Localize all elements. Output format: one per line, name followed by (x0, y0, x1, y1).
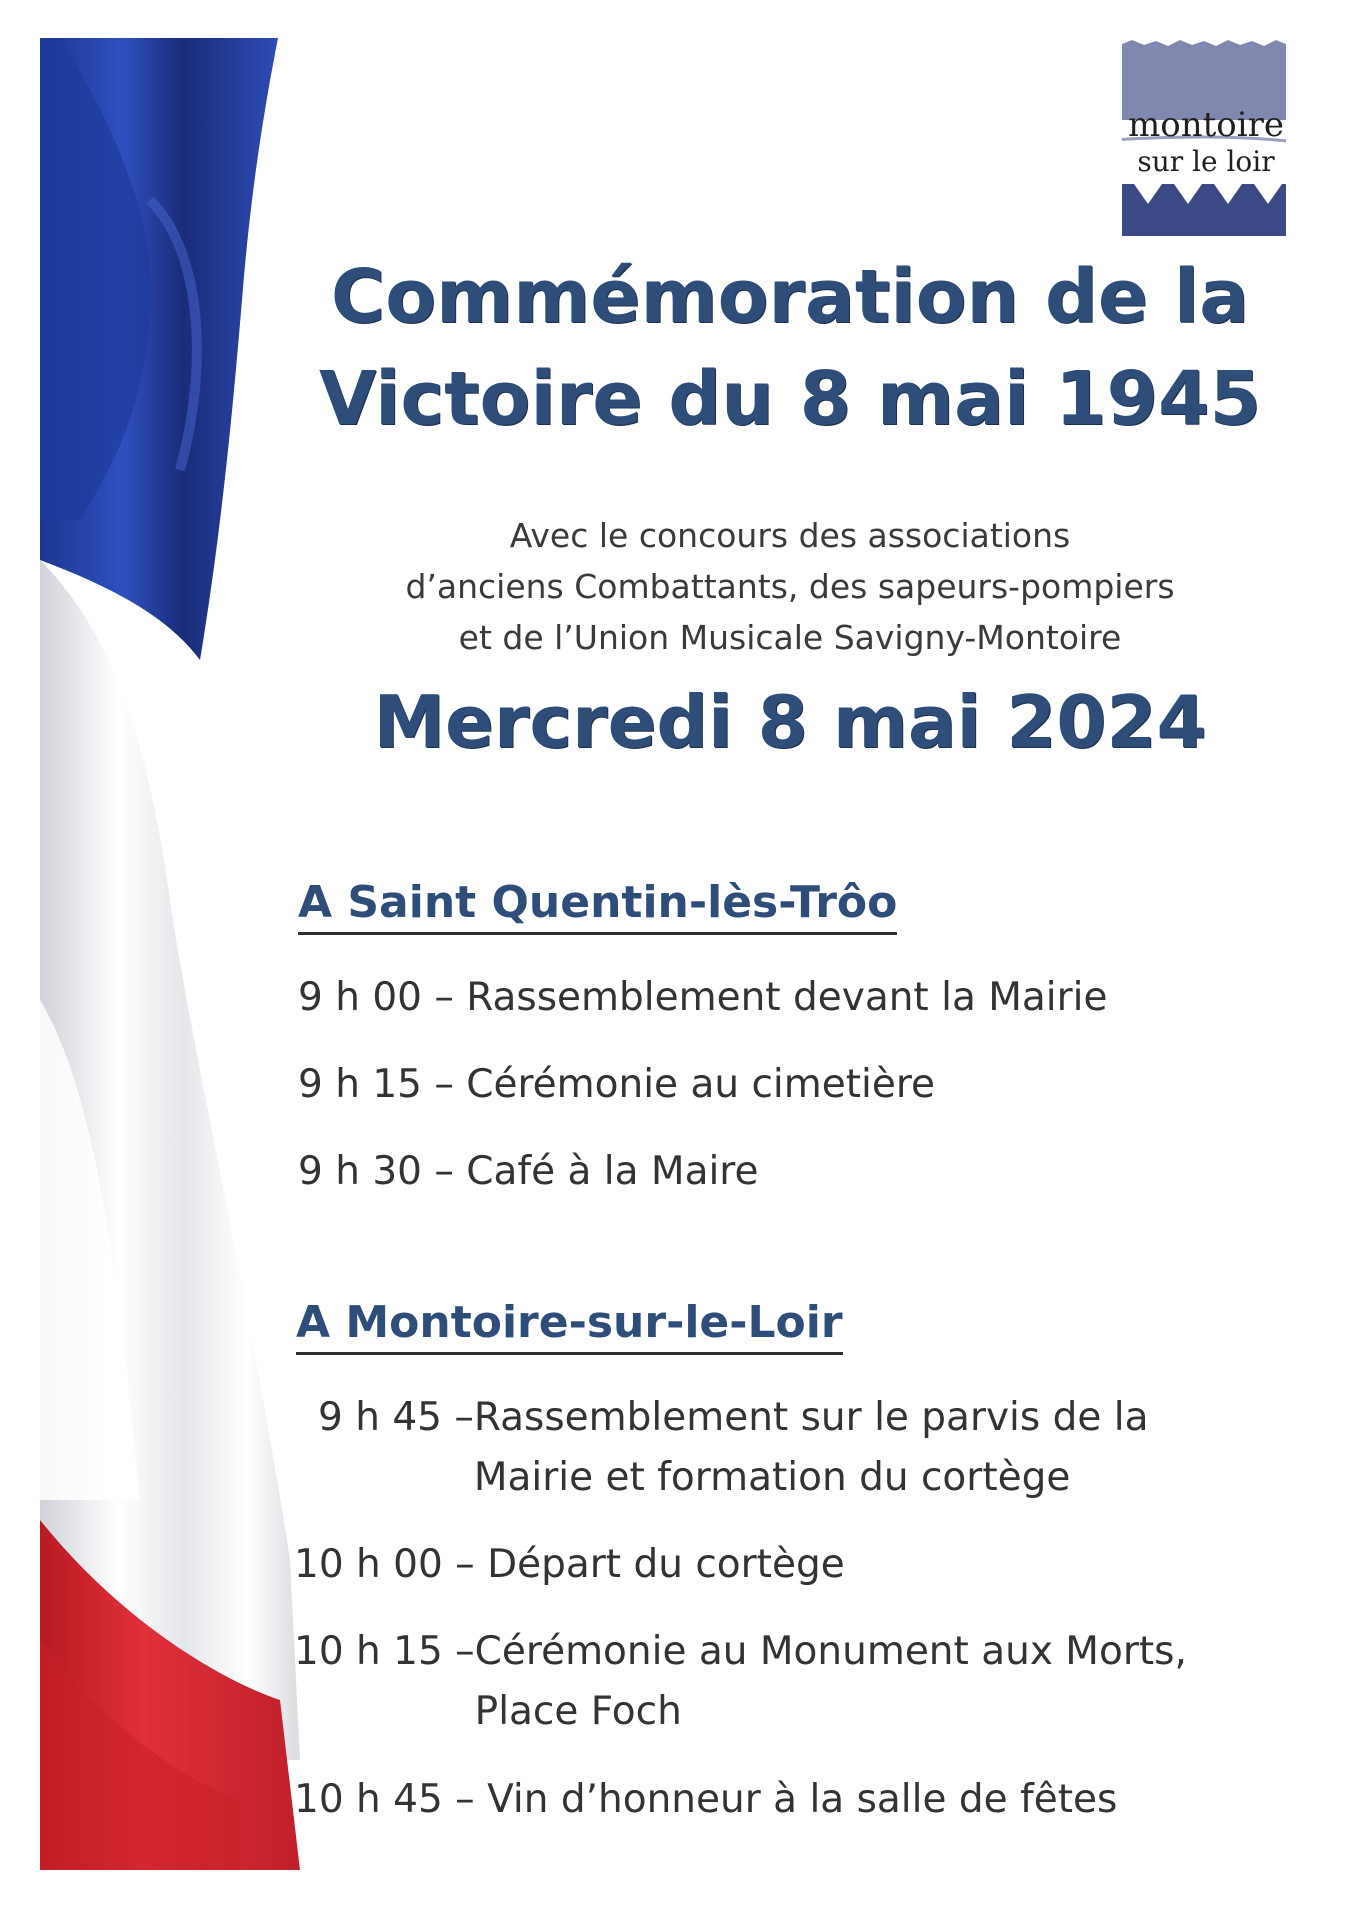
schedule-separator: – (421, 1062, 467, 1107)
schedule-time (294, 1622, 475, 1742)
french-flag-drapery (0, 0, 330, 1920)
schedule-item (294, 1535, 845, 1595)
logo-text-montoire: montoire (1128, 105, 1284, 145)
schedule-time: 9 h 30 (298, 1149, 422, 1194)
schedule-item (294, 1770, 1117, 1830)
schedule-separator: – (421, 1149, 467, 1194)
schedule-separator: – (441, 1395, 474, 1440)
schedule-description: Café à la Maire (466, 1149, 759, 1194)
schedule-separator: – (421, 975, 467, 1020)
schedule-time-value: 10 h 15 (294, 1629, 443, 1674)
schedule-time: 9 h 15 (298, 1062, 422, 1107)
event-date: Mercredi 8 mai 2024 (373, 680, 1207, 764)
subtitle (320, 510, 1260, 663)
title-line-2: Victoire du 8 mai 1945 (318, 356, 1262, 442)
schedule-time: 10 h 00 (294, 1542, 443, 1587)
schedule-separator: – (442, 1542, 488, 1587)
logo-text-sur-le-loir: sur le loir (1137, 145, 1275, 178)
section-heading-saint-quentin: A Saint Quentin-lès-Trôo (298, 880, 897, 935)
schedule-time: 9 h 00 (298, 975, 422, 1020)
subtitle-line-2: d’anciens Combattants, des sapeurs-pompiers (405, 567, 1175, 606)
subtitle-line-1: Avec le concours des associations (509, 516, 1071, 555)
schedule-item (298, 968, 1108, 1028)
schedule-separator: – (442, 1777, 488, 1822)
title-line-1: Commémoration de la (330, 254, 1250, 340)
section-heading-montoire: A Montoire-sur-le-Loir (296, 1300, 843, 1355)
schedule-item (318, 1388, 1218, 1508)
schedule-description: Cérémonie au cimetière (466, 1062, 936, 1107)
schedule-time-value: 9 h 45 (318, 1395, 442, 1440)
schedule-time (318, 1388, 474, 1508)
schedule-description: Vin d’honneur à la salle de fêtes (487, 1777, 1118, 1822)
schedule-item (298, 1055, 935, 1115)
page-title (300, 246, 1280, 450)
schedule-description: Départ du cortège (487, 1542, 845, 1587)
schedule-item (294, 1622, 1274, 1742)
schedule-item (298, 1142, 758, 1202)
schedule-description: Rassemblement sur le parvis de la Mairie et formation du cortège (473, 1395, 1149, 1500)
schedule-time: 10 h 45 (294, 1777, 443, 1822)
schedule-description: Cérémonie au Monument aux Morts, Place Foch (474, 1629, 1187, 1734)
schedule-separator: – (442, 1629, 475, 1674)
schedule-description: Rassemblement devant la Mairie (466, 975, 1108, 1020)
subtitle-line-3: et de l’Union Musicale Savigny-Montoire (458, 618, 1122, 657)
